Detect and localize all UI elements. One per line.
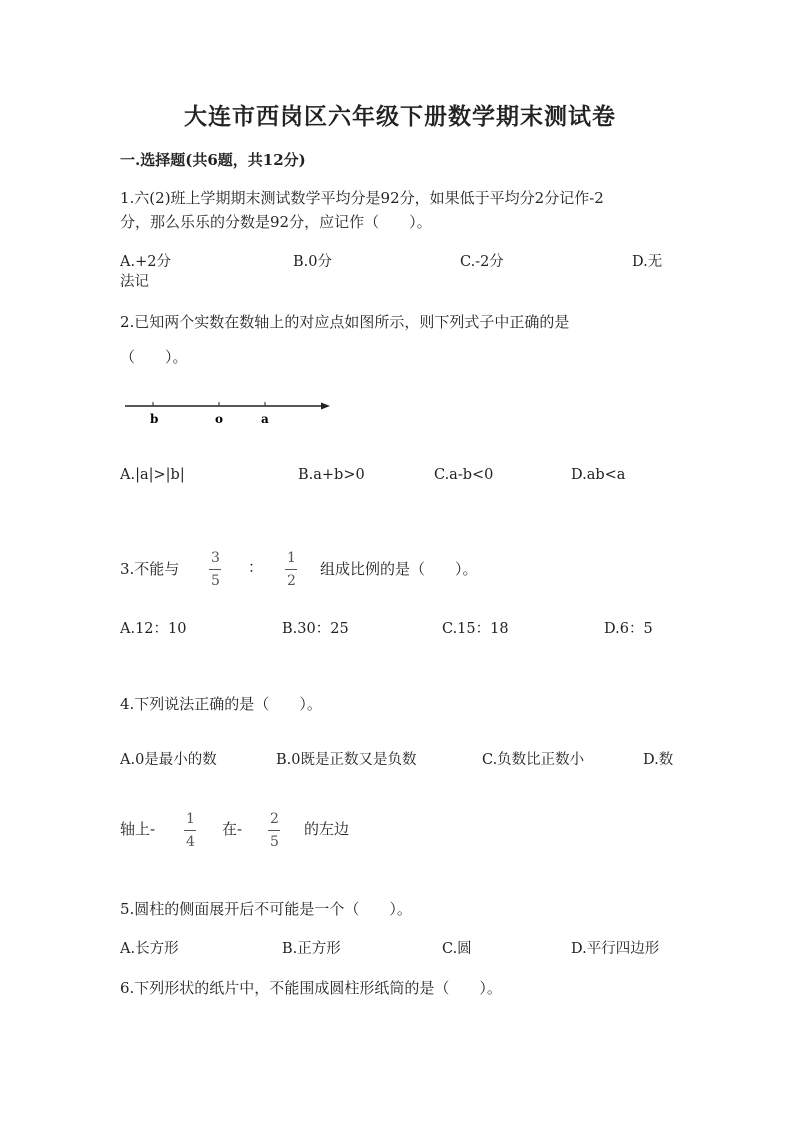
q1-option-a: A.+2分 bbox=[120, 254, 171, 270]
q2-option-c: C.a-b<0 bbox=[434, 467, 494, 483]
axis-label-b: b bbox=[150, 412, 159, 426]
q3-option-b: B.30：25 bbox=[282, 621, 349, 637]
fraction-bar bbox=[268, 830, 280, 831]
question-5-line-1: 5.圆柱的侧面展开后不可能是一个（ ）。 bbox=[120, 900, 412, 918]
number-line-figure bbox=[120, 396, 335, 430]
q3-option-d: D.6：5 bbox=[604, 621, 653, 637]
q5-option-d: D.平行四边形 bbox=[571, 941, 660, 957]
fraction-3-5 bbox=[209, 551, 222, 588]
q4-option-d: D.数 bbox=[643, 752, 674, 768]
q3-option-c: C.15：18 bbox=[442, 621, 509, 637]
q3-option-a: A.12：10 bbox=[120, 621, 187, 637]
q4-wrap-part-3: 的左边 bbox=[304, 820, 350, 838]
question-1-line-2: 分，那么乐乐的分数是92分，应记作（ ）。 bbox=[120, 213, 432, 231]
q5-option-c: C.圆 bbox=[442, 941, 472, 957]
page-title: 大连市西岗区六年级下册数学期末测试卷 bbox=[184, 103, 616, 130]
question-1-line-1: 1.六(2)班上学期期末测试数学平均分是92分，如果低于平均分2分记作-2 bbox=[120, 189, 604, 207]
fraction-1-4 bbox=[184, 812, 197, 849]
q4-option-c: C.负数比正数小 bbox=[482, 752, 585, 768]
fraction-numerator: 1 bbox=[287, 550, 296, 566]
fraction-denominator: 2 bbox=[287, 573, 296, 589]
ratio-colon: ： bbox=[248, 558, 264, 576]
q4-option-a: A.0是最小的数 bbox=[120, 752, 217, 768]
fraction-denominator: 5 bbox=[211, 573, 220, 589]
question-3-prefix: 3.不能与 bbox=[120, 560, 180, 578]
fraction-numerator: 3 bbox=[211, 550, 220, 566]
question-6-line-1: 6.下列形状的纸片中，不能围成圆柱形纸筒的是（ ）。 bbox=[120, 979, 502, 997]
question-2-line-1: 2.已知两个实数在数轴上的对应点如图所示，则下列式子中正确的是 bbox=[120, 313, 570, 331]
q2-option-d: D.ab<a bbox=[571, 467, 626, 483]
q4-wrap-part-1: 轴上- bbox=[120, 820, 156, 838]
fraction-bar bbox=[184, 830, 196, 831]
fraction-1-2 bbox=[285, 551, 298, 588]
arrow-right-icon bbox=[321, 403, 330, 410]
fraction-numerator: 1 bbox=[186, 811, 195, 827]
q1-option-c: C.-2分 bbox=[460, 254, 504, 270]
fraction-bar bbox=[209, 569, 221, 570]
q2-option-a: A.|a|>|b| bbox=[120, 467, 185, 483]
section-heading: 一.选择题(共6题，共12分) bbox=[120, 151, 306, 169]
axis-label-o: o bbox=[215, 412, 224, 426]
q5-option-b: B.正方形 bbox=[282, 941, 341, 957]
q1-option-d-wrap: 法记 bbox=[120, 274, 149, 290]
q1-option-b: B.0分 bbox=[293, 254, 332, 270]
q1-option-d: D.无 bbox=[632, 254, 663, 270]
axis-label-a: a bbox=[261, 412, 269, 426]
fraction-denominator: 5 bbox=[270, 834, 279, 850]
fraction-bar bbox=[285, 569, 297, 570]
q5-option-a: A.长方形 bbox=[120, 941, 179, 957]
fraction-2-5 bbox=[268, 812, 281, 849]
fraction-numerator: 2 bbox=[270, 811, 279, 827]
q2-option-b: B.a+b>0 bbox=[298, 467, 365, 483]
question-3-suffix: 组成比例的是（ ）。 bbox=[320, 560, 478, 578]
q4-option-b: B.0既是正数又是负数 bbox=[276, 752, 417, 768]
question-4-line-1: 4.下列说法正确的是（ ）。 bbox=[120, 695, 322, 713]
q4-wrap-part-2: 在- bbox=[222, 820, 243, 838]
question-2-line-2: （ ）。 bbox=[120, 348, 188, 366]
fraction-denominator: 4 bbox=[186, 834, 195, 850]
